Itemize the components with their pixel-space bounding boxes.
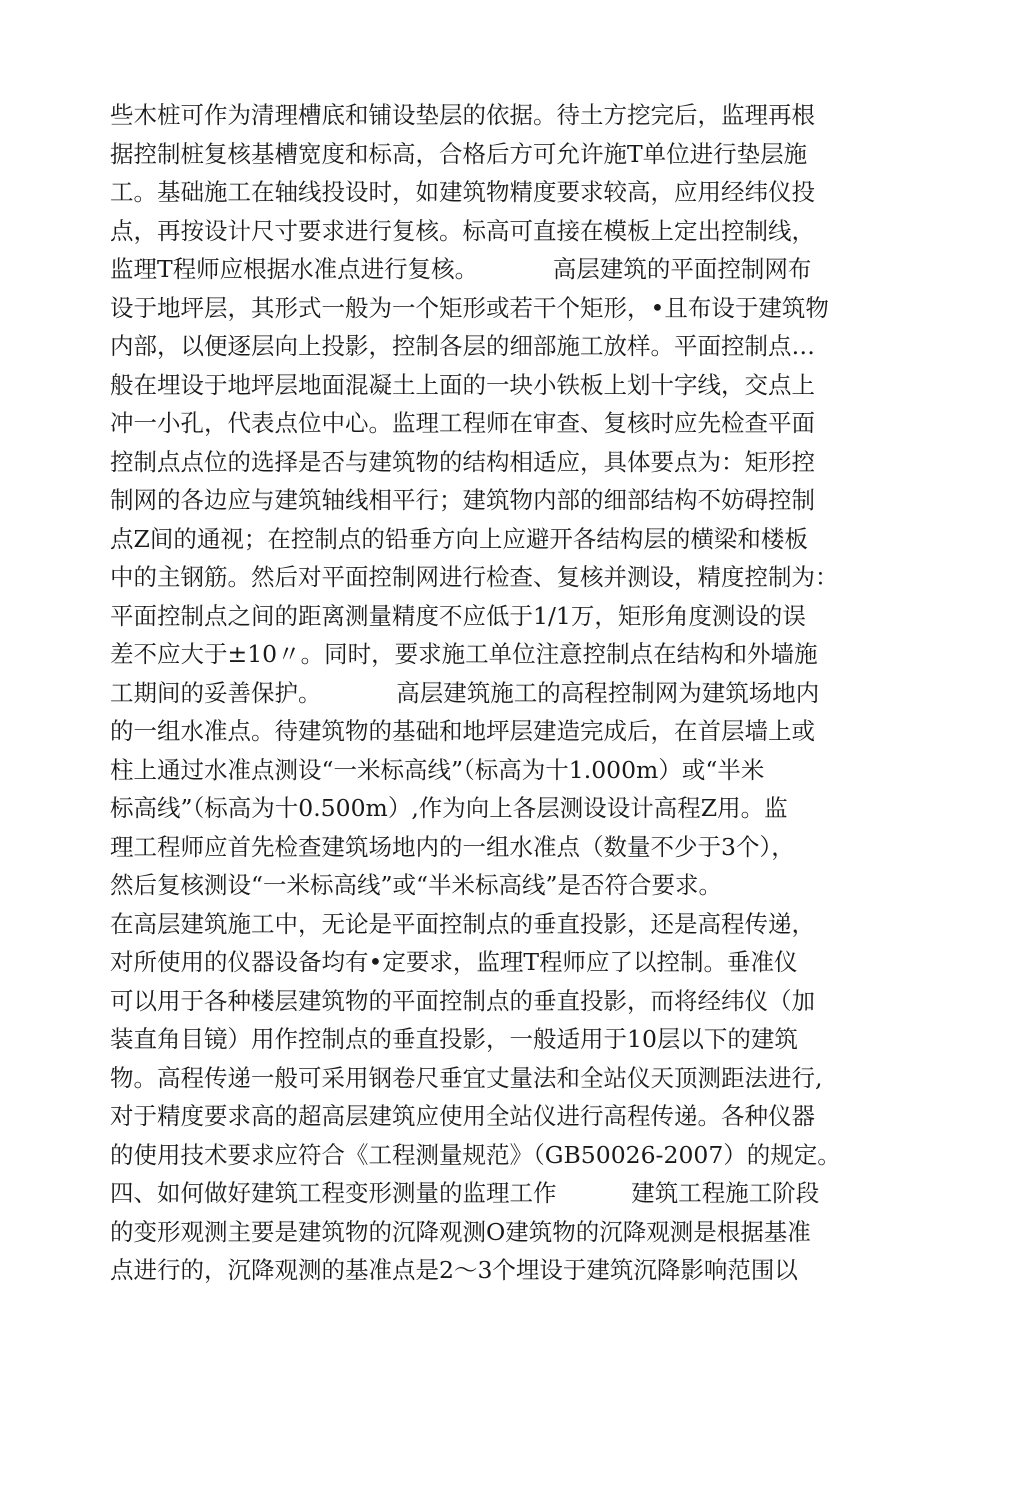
- text-line: 控制点点位的选择是否与建筑物的结构相适应，具体要点为：矩形控: [110, 447, 815, 476]
- text-line: 般在埋设于地坪层地面混凝土上面的一块小铁板上划十字线，交点上: [110, 370, 815, 399]
- text-line: 内部，以便逐层向上投影，控制各层的细部施工放样。平面控制点…: [110, 332, 815, 360]
- text-line: 的使用技术要求应符合《工程测量规范》（GB50026-2007）的规定。: [110, 1140, 841, 1169]
- text-line: 点Z间的通视；在控制点的铅垂方向上应避开各结构层的横梁和楼板: [110, 524, 808, 553]
- text-line: 标高线”（标高为十0.500m）,作为向上各层测设设计高程Z用。监: [110, 794, 788, 822]
- text-line: 监理T程师应根据水准点进行复核。 高层建筑的平面控制网布: [110, 255, 812, 283]
- text-line: 柱上通过水准点测设“一米标高线”（标高为十1.000m）或“半米: [110, 755, 765, 784]
- text-line: 点，再按设计尺寸要求进行复核。标高可直接在模板上定出控制线，: [110, 216, 815, 245]
- text-line: 对于精度要求高的超高层建筑应使用全站仪进行高程传递。各种仪器: [110, 1102, 815, 1130]
- text-line: 些木桩可作为清理槽底和铺设垫层的依据。待土方挖完后，监理再根: [110, 101, 815, 129]
- text-line: 的变形观测主要是建筑物的沉降观测O建筑物的沉降观测是根据基准: [110, 1217, 811, 1246]
- text-line: 装直角目镜）用作控制点的垂直投影，一般适用于10层以下的建筑: [110, 1025, 798, 1053]
- text-line: 制网的各边应与建筑轴线相平行；建筑物内部的细部结构不妨碍控制: [110, 486, 815, 514]
- text-line: 点进行的，沉降观测的基准点是2～3个埋设于建筑沉降影响范围以: [110, 1256, 798, 1284]
- text-line: 的一组水准点。待建筑物的基础和地坪层建造完成后，在首层墙上或: [110, 717, 815, 745]
- text-line: 工。基础施工在轴线投设时，如建筑物精度要求较高，应用经纬仪投: [110, 178, 815, 206]
- text-line: 物。高程传递一般可采用钢卷尺垂宜丈量法和全站仪天顶测距法进行,: [110, 1063, 823, 1092]
- text-line: 在高层建筑施工中，无论是平面控制点的垂直投影，还是高程传递，: [110, 909, 815, 938]
- text-line: 然后复核测设“一米标高线”或“半米标高线”是否符合要求。: [110, 871, 723, 899]
- text-line: 差不应大于±10〃。同时，要求施工单位注意控制点在结构和外墙施: [110, 640, 818, 668]
- text-line: 据控制桩复核基槽宽度和标高，合格后方可允许施T单位进行垫层施: [110, 139, 808, 168]
- text-line: 设于地坪层，其形式一般为一个矩形或若干个矩形，•且布设于建筑物: [110, 293, 829, 322]
- text-line: 四、如何做好建筑工程变形测量的监理工作 建筑工程施工阶段: [110, 1179, 820, 1207]
- text-line: 中的主钢筋。然后对平面控制网进行检查、复核并测设，精度控制为：: [110, 563, 839, 591]
- text-line: 冲一小孔，代表点位中心。监理工程师在审查、复核时应先检查平面: [110, 409, 815, 437]
- text-line: 对所使用的仪器设备均有•定要求，监理T程师应了以控制。垂准仪: [110, 948, 798, 976]
- text-line: 工期间的妥善保护。 高层建筑施工的高程控制网为建筑场地内: [110, 678, 820, 707]
- body-text: [110, 96, 910, 1290]
- text-line: 平面控制点之间的距离测量精度不应低于1/1万，矩形角度测设的误: [110, 601, 806, 630]
- text-line: 理工程师应首先检查建筑场地内的一组水准点（数量不少于3个），: [110, 832, 795, 861]
- text-line: 可以用于各种楼层建筑物的平面控制点的垂直投影，而将经纬仪（加: [110, 986, 815, 1015]
